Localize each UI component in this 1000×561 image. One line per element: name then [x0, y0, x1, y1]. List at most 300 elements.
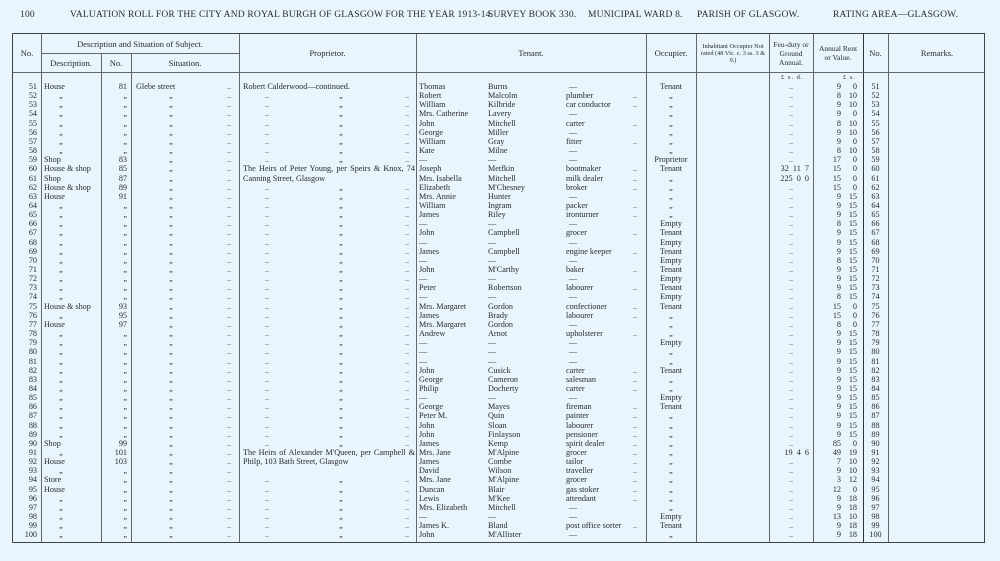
tenant-occupation: attendant: [566, 493, 597, 503]
dots-leader: ..: [227, 127, 232, 137]
feu-duty: 19 4 6: [784, 448, 809, 457]
rent-pounds: 9: [836, 228, 841, 238]
description: „: [59, 365, 63, 375]
tenant-first-name: —: [419, 255, 428, 265]
street-number: 83: [118, 155, 127, 165]
street-number: „: [123, 100, 127, 110]
row-number-right: 90: [871, 438, 880, 448]
feu-duty: ..: [788, 512, 794, 522]
proprietor-dots: ..: [265, 356, 270, 366]
dots-leader: ..: [227, 182, 232, 192]
tenant-occupation: carter: [566, 118, 585, 128]
tenant-surname: Brady: [488, 310, 509, 320]
proprietor-dots: ..: [405, 521, 410, 531]
tenant-surname: Wilson: [488, 466, 512, 476]
feu-duty: ..: [788, 100, 794, 110]
row-number-right: 93: [871, 466, 880, 476]
feu-duty: ..: [788, 457, 794, 467]
row-number-right: 66: [871, 219, 880, 229]
tenant-first-name: George: [419, 402, 443, 412]
situation: „: [169, 356, 173, 366]
rent-shillings: 18: [848, 502, 857, 512]
proprietor-ditto: „: [339, 191, 343, 201]
rent-pounds: 9: [836, 466, 841, 476]
row-number-right: 85: [871, 393, 880, 403]
tenant-surname: M'Carthy: [488, 265, 520, 274]
row-number-right: 53: [871, 100, 880, 110]
proprietor-ditto: „: [339, 118, 343, 128]
feu-duty: ..: [788, 265, 794, 274]
tenant-surname: Robertson: [488, 283, 522, 293]
row-number: 65: [28, 210, 37, 220]
tenant-surname: Miller: [488, 127, 509, 137]
row-number: 76: [28, 310, 37, 320]
occupier: „: [669, 173, 673, 183]
rent-shillings: 15: [848, 338, 857, 348]
street-number: „: [123, 91, 127, 101]
occupier: „: [669, 466, 673, 476]
tenant-dots: ..: [633, 136, 638, 146]
tenant-first-name: —: [419, 512, 428, 522]
feu-duty: ..: [788, 191, 794, 201]
situation: „: [169, 457, 173, 467]
tenant-occupation: —: [568, 255, 578, 265]
col-proprietor: Proprietor.: [309, 48, 346, 58]
row-number: 58: [28, 146, 37, 156]
dots-leader: ..: [227, 411, 232, 421]
proprietor-dots: ..: [265, 521, 270, 531]
street-number: „: [123, 365, 127, 375]
feu-duty: ..: [788, 438, 794, 448]
row-number-right: 96: [871, 493, 880, 503]
dots-leader: ..: [227, 200, 232, 210]
situation: „: [169, 402, 173, 412]
tenant-first-name: James: [419, 438, 440, 448]
table-row: [13, 137, 986, 146]
proprietor-dots: ..: [265, 237, 270, 247]
tenant-dots: ..: [633, 246, 638, 256]
occupier: „: [669, 438, 673, 448]
tenant-occupation: milk dealer: [566, 173, 604, 183]
tenant-first-name: Mrs. Margaret: [419, 301, 467, 311]
proprietor-dots: ..: [265, 530, 270, 540]
proprietor-dots: ..: [405, 393, 410, 403]
tenant-surname: Ingram: [488, 200, 512, 210]
dots-leader: ..: [227, 310, 232, 320]
description: „: [59, 383, 63, 393]
occupier: „: [669, 200, 673, 210]
row-number-right: 64: [871, 200, 880, 210]
feu-duty: ..: [788, 365, 794, 375]
proprietor-dots: ..: [405, 420, 410, 430]
proprietor-dots: ..: [265, 383, 270, 393]
tenant-dots: ..: [633, 200, 638, 210]
occupier: „: [669, 109, 673, 119]
street-number: „: [123, 146, 127, 156]
rent-shillings: 15: [848, 246, 857, 256]
situation: „: [169, 210, 173, 220]
rent-pounds: 8: [836, 255, 841, 265]
street-number: 95: [118, 310, 127, 320]
feu-duty: ..: [788, 274, 794, 284]
dots-leader: ..: [227, 530, 232, 540]
row-number: 86: [28, 402, 37, 412]
row-number-right: 83: [871, 374, 880, 384]
rent-pounds: 49: [832, 448, 841, 457]
proprietor: The Heirs of Alexander M'Queen, per Campbell & Philp, 103 Bath Street, Glasgow: [243, 448, 415, 467]
proprietor-dots: ..: [405, 283, 410, 293]
situation: „: [169, 219, 173, 229]
table-row: [13, 402, 986, 411]
proprietor-dots: ..: [405, 155, 410, 165]
dots-leader: ..: [227, 292, 232, 302]
tenant-occupation: salesman: [566, 374, 597, 384]
row-number-right: 94: [871, 475, 880, 485]
occupier: „: [669, 420, 673, 430]
proprietor-ditto: „: [339, 182, 343, 192]
rent-pounds: 9: [836, 429, 841, 439]
proprietor-dots: ..: [265, 210, 270, 220]
situation: „: [169, 502, 173, 512]
tenant-surname: Mitchell: [488, 118, 516, 128]
row-number: 87: [28, 411, 37, 421]
tenant-surname: Kilbride: [488, 100, 516, 110]
proprietor-dots: ..: [265, 393, 270, 403]
description: „: [59, 219, 63, 229]
proprietor-ditto: „: [339, 237, 343, 247]
rent-shillings: 0: [852, 155, 857, 165]
street-number: „: [123, 429, 127, 439]
proprietor-dots: ..: [405, 310, 410, 320]
tenant-surname: Mitchell: [488, 173, 516, 183]
row-number: 74: [28, 292, 37, 302]
occupier: Empty: [660, 292, 682, 302]
tenant-first-name: —: [419, 274, 428, 284]
situation: „: [169, 310, 173, 320]
situation: „: [169, 429, 173, 439]
proprietor-dots: ..: [405, 402, 410, 412]
street-number: „: [123, 127, 127, 137]
situation: „: [169, 374, 173, 384]
occupier: „: [669, 329, 673, 339]
rent-pounds: 9: [836, 374, 841, 384]
survey-book: SURVEY BOOK 330.: [488, 10, 577, 20]
rent-shillings: 15: [848, 374, 857, 384]
col-remarks: Remarks.: [920, 48, 954, 58]
tenant-dots: ..: [633, 374, 638, 384]
proprietor-ditto: „: [339, 365, 343, 375]
row-number: 66: [28, 219, 37, 229]
proprietor-ditto: „: [339, 219, 343, 229]
tenant-dots: ..: [633, 383, 638, 393]
tenant-surname: Blair: [488, 484, 505, 494]
tenant-dots: ..: [633, 521, 638, 531]
dots-leader: ..: [227, 521, 232, 531]
rent-pounds: 15: [832, 301, 841, 311]
tenant-occupation: —: [568, 109, 578, 119]
tenant-surname: —: [488, 292, 497, 302]
row-number-right: 77: [871, 319, 880, 329]
rent-shillings: 15: [848, 411, 857, 421]
tenant-occupation: broker: [566, 182, 588, 192]
rent-shillings: 15: [848, 274, 857, 284]
proprietor-ditto: „: [339, 356, 343, 366]
tenant-surname: M'Alpine: [488, 475, 520, 485]
tenant-surname: —: [488, 255, 497, 265]
situation: „: [169, 347, 173, 357]
tenant-first-name: John: [419, 228, 435, 238]
proprietor-ditto: „: [339, 109, 343, 119]
row-number-right: 86: [871, 402, 880, 412]
table-row: [13, 228, 986, 237]
description: „: [59, 283, 63, 293]
row-number-right: 57: [871, 136, 880, 146]
proprietor-dots: ..: [265, 255, 270, 265]
tenant-surname: —: [488, 356, 497, 366]
situation: „: [169, 448, 173, 457]
tenant-first-name: —: [419, 338, 428, 348]
street-number: „: [123, 200, 127, 210]
feu-units: £ s. d.: [781, 74, 804, 81]
occupier: Proprietor: [654, 155, 688, 165]
tenant-surname: —: [488, 338, 497, 348]
street-number: „: [123, 383, 127, 393]
occupier: „: [669, 356, 673, 366]
tenant-first-name: —: [419, 347, 428, 357]
street-number: „: [123, 237, 127, 247]
rent-shillings: 10: [848, 91, 857, 101]
proprietor-dots: ..: [405, 255, 410, 265]
street-number: 97: [118, 319, 127, 329]
tenant-surname: —: [488, 512, 497, 522]
table-row: [13, 375, 986, 384]
row-number-right: 74: [871, 292, 880, 302]
dots-leader: ..: [227, 393, 232, 403]
tenant-dots: ..: [633, 283, 638, 293]
table-row: [13, 384, 986, 393]
rent-pounds: 17: [832, 155, 841, 165]
occupier: „: [669, 182, 673, 192]
rent-shillings: 15: [848, 191, 857, 201]
row-number-right: 88: [871, 420, 880, 430]
tenant-occupation: —: [568, 319, 578, 329]
proprietor-dots: ..: [405, 374, 410, 384]
rent-pounds: 9: [836, 246, 841, 256]
table-row: [13, 475, 986, 484]
proprietor-dots: ..: [405, 319, 410, 329]
row-number-right: 65: [871, 210, 880, 220]
feu-duty: ..: [788, 521, 794, 531]
proprietor-ditto: „: [339, 146, 343, 156]
situation: „: [169, 420, 173, 430]
tenant-first-name: —: [419, 393, 428, 403]
description: „: [59, 512, 63, 522]
proprietor-dots: ..: [405, 191, 410, 201]
tenant-first-name: Mrs. Jane: [419, 448, 451, 457]
tenant-first-name: —: [419, 155, 428, 165]
col-rent: Annual Rent or Value.: [818, 44, 858, 62]
col-no-right: No.: [869, 48, 882, 58]
occupier: „: [669, 493, 673, 503]
proprietor-dots: ..: [265, 127, 270, 137]
municipal-ward: MUNICIPAL WARD 8.: [588, 10, 683, 20]
table-row: [13, 183, 986, 192]
proprietor-dots: ..: [405, 365, 410, 375]
rating-area: RATING AREA—GLASGOW.: [833, 10, 959, 20]
row-number: 97: [28, 502, 37, 512]
table-row: [13, 100, 986, 109]
tenant-dots: ..: [633, 118, 638, 128]
proprietor-dots: ..: [265, 365, 270, 375]
rent-shillings: 0: [852, 136, 857, 146]
proprietor-ditto: „: [339, 200, 343, 210]
table-row: [13, 174, 986, 183]
row-number: 100: [24, 530, 37, 540]
tenant-occupation: bootmaker: [566, 164, 602, 174]
rent-shillings: 15: [848, 356, 857, 366]
street-number: „: [123, 493, 127, 503]
feu-duty: ..: [788, 136, 794, 146]
description: „: [59, 521, 63, 531]
street-number: „: [123, 347, 127, 357]
proprietor-dots: ..: [265, 109, 270, 119]
tenant-occupation: labourer: [566, 310, 594, 320]
proprietor-ditto: „: [339, 521, 343, 531]
proprietor-dots: ..: [265, 274, 270, 284]
occupier: Empty: [660, 274, 682, 284]
rent-pounds: 15: [832, 310, 841, 320]
rent-pounds: 9: [836, 210, 841, 220]
situation: „: [169, 109, 173, 119]
row-number: 71: [28, 265, 37, 274]
tenant-dots: ..: [633, 164, 638, 174]
tenant-occupation: —: [568, 347, 578, 357]
rent-pounds: 9: [836, 493, 841, 503]
street-number: „: [123, 411, 127, 421]
tenant-first-name: Kate: [419, 146, 435, 156]
situation: „: [169, 338, 173, 348]
rent-shillings: 15: [848, 200, 857, 210]
proprietor-dots: ..: [405, 512, 410, 522]
situation: „: [169, 164, 173, 174]
street-number: „: [123, 512, 127, 522]
col-desc-group: Description and Situation of Subject.: [77, 38, 203, 49]
situation: „: [169, 265, 173, 274]
tenant-surname: Mayes: [488, 402, 510, 412]
tenant-first-name: James: [419, 210, 440, 220]
feu-duty: ..: [788, 146, 794, 156]
dots-leader: ..: [227, 146, 232, 156]
proprietor-dots: ..: [265, 319, 270, 329]
rent-pounds: 8: [836, 91, 841, 101]
proprietor-ditto: „: [339, 255, 343, 265]
tenant-surname: M'Chesney: [488, 182, 525, 192]
tenant-surname: Cameron: [488, 374, 519, 384]
situation: „: [169, 292, 173, 302]
tenant-dots: ..: [633, 420, 638, 430]
proprietor-dots: ..: [265, 219, 270, 229]
row-number-right: 54: [871, 109, 880, 119]
tenant-first-name: James K.: [419, 521, 450, 531]
rent-pounds: 9: [836, 283, 841, 293]
proprietor-ditto: „: [339, 438, 343, 448]
occupier: Tenant: [659, 365, 683, 375]
tenant-surname: Milne: [488, 146, 508, 156]
feu-duty: ..: [788, 338, 794, 348]
tenant-dots: ..: [633, 173, 638, 183]
tenant-surname: Gordon: [488, 319, 514, 329]
proprietor-dots: ..: [405, 246, 410, 256]
description: Store: [44, 475, 62, 485]
tenant-surname: —: [488, 347, 497, 357]
tenant-surname: Metfkin: [488, 164, 515, 174]
row-number: 96: [28, 493, 37, 503]
proprietor-dots: ..: [265, 265, 270, 274]
tenant-first-name: Philip: [419, 383, 439, 393]
situation: „: [169, 100, 173, 110]
dots-leader: ..: [227, 109, 232, 119]
feu-duty: ..: [788, 219, 794, 229]
tenant-first-name: John: [419, 265, 435, 274]
street-number: „: [123, 530, 127, 540]
occupier: „: [669, 191, 673, 201]
tenant-surname: —: [488, 393, 497, 403]
proprietor-dots: ..: [265, 493, 270, 503]
feu-duty: ..: [788, 292, 794, 302]
table-row: [13, 338, 986, 347]
tenant-surname: Mitchell: [488, 502, 516, 512]
table-row: [13, 512, 986, 521]
rent-shillings: 15: [848, 429, 857, 439]
street-number: „: [123, 402, 127, 412]
tenant-dots: ..: [633, 457, 638, 467]
description: „: [59, 210, 63, 220]
description: „: [59, 237, 63, 247]
situation: „: [169, 127, 173, 137]
proprietor-ditto: „: [339, 374, 343, 384]
rent-pounds: 9: [836, 521, 841, 531]
tenant-first-name: William: [419, 200, 446, 210]
situation: „: [169, 246, 173, 256]
tenant-first-name: Thomas: [419, 82, 446, 91]
dots-leader: ..: [227, 191, 232, 201]
table-row: [13, 521, 986, 530]
proprietor-dots: ..: [405, 228, 410, 238]
rent-shillings: 10: [848, 100, 857, 110]
feu-duty: 225 0 0: [780, 173, 809, 183]
col-no: No.: [20, 48, 34, 58]
tenant-occupation: tailor: [566, 457, 584, 467]
rent-shillings: 15: [848, 365, 857, 375]
table-row: [13, 411, 986, 420]
proprietor-ditto: „: [339, 210, 343, 220]
feu-duty: ..: [788, 420, 794, 430]
situation: „: [169, 393, 173, 403]
feu-duty: ..: [788, 118, 794, 128]
dots-leader: ..: [227, 301, 232, 311]
row-number: 79: [28, 338, 37, 348]
table-row: [13, 192, 986, 201]
street-number: 89: [118, 182, 127, 192]
row-number-right: 98: [871, 512, 880, 522]
proprietor-dots: ..: [405, 438, 410, 448]
tenant-occupation: —: [568, 155, 578, 165]
situation: „: [169, 228, 173, 238]
dots-leader: ..: [227, 329, 232, 339]
tenant-surname: Malcolm: [488, 91, 518, 101]
tenant-dots: ..: [633, 438, 638, 448]
row-number-right: 69: [871, 246, 880, 256]
